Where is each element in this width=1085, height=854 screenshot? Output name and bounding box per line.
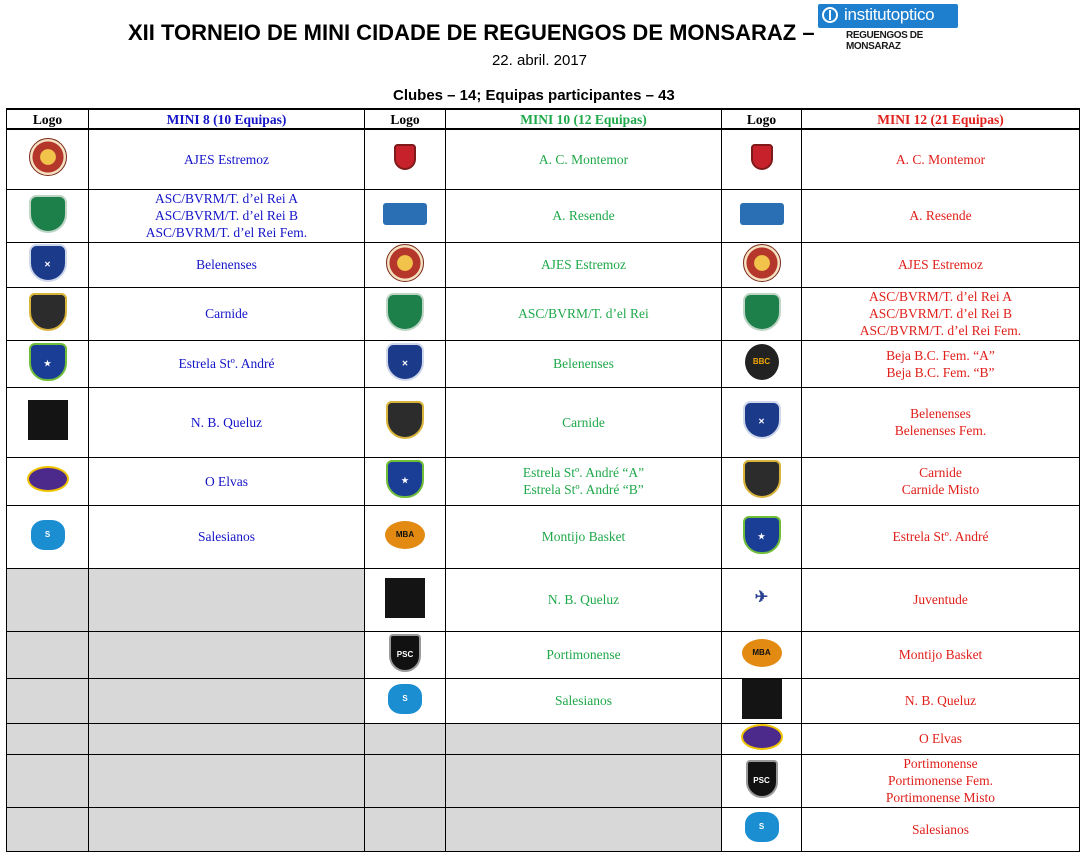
team-name: Estrela Stº. André “A” [522,465,645,480]
logo-cell [722,287,802,340]
salesianos-logo: S [745,812,779,842]
team-name: Carnide [562,414,605,430]
logo-cell [365,505,446,568]
team-name: ASC/BVRM/T. d’el Rei Fem. [145,225,308,240]
table-row [7,242,1080,287]
table-row [7,631,1080,678]
team-name: A. Resende [552,208,615,223]
team-name: Portimonense [903,756,978,771]
nb-queluz-logo [385,578,425,618]
carnide-logo [743,460,781,498]
column-header-mini10: MINI 10 (12 Equipas) [446,109,722,129]
team-name: Carnide [205,306,248,321]
montijo-logo: MBA [385,521,425,549]
team-cell [802,189,1080,242]
logo-cell [722,189,802,242]
team-cell [802,807,1080,851]
team-name: A. Resende [909,208,972,223]
team-cell [89,287,365,340]
acmontemor-logo [751,144,773,170]
team-name: Carnide [919,465,962,480]
team-cell [89,129,365,189]
sponsor-name: institutoptico [844,5,935,24]
team-name: Portimonense Misto [885,790,996,805]
column-header-logo: Logo [7,109,89,129]
logo-cell [722,129,802,189]
juventude-logo: ✈ [747,581,777,615]
clubs-summary: Clubes – 14; Equipas participantes – 43 [393,87,675,104]
team-cell [802,242,1080,287]
team-name: Montijo Basket [898,647,983,662]
logo-cell [7,287,89,340]
team-name: Portimonense [546,647,621,662]
logo-cell [365,189,446,242]
nb-queluz-logo [28,400,68,440]
logo-cell [7,242,89,287]
team-name: N. B. Queluz [190,414,263,430]
team-cell [802,387,1080,457]
asc-logo [743,293,781,331]
logo-cell [722,631,802,678]
team-cell [802,631,1080,678]
team-name: ASC/BVRM/T. d’el Rei B [868,306,1012,321]
belenenses-logo: ✕ [743,401,781,439]
team-cell [446,807,722,851]
team-cell [89,189,365,242]
acmontemor-logo [394,144,416,170]
team-name: ASC/BVRM/T. d’el Rei Fem. [859,323,1022,338]
carnide-logo [29,293,67,331]
team-name: N. B. Queluz [904,693,977,708]
team-cell [446,568,722,631]
team-cell [89,242,365,287]
team-cell [802,568,1080,631]
estrela-logo: ★ [743,516,781,554]
logo-cell [722,723,802,754]
ajes-estremoz-logo [743,244,781,282]
team-name: Belenenses [910,406,971,421]
logo-cell [365,387,446,457]
team-name: AJES Estremoz [183,151,270,167]
table-row [7,129,1080,189]
team-name: A. C. Montemor [895,151,986,167]
team-cell [89,457,365,505]
carnide-logo [386,401,424,439]
logo-cell [722,568,802,631]
team-cell [89,568,365,631]
logo-cell [722,754,802,807]
team-cell [802,287,1080,340]
sponsor-tagline: REGUENGOS DE MONSARAZ [846,30,923,52]
table-row [7,189,1080,242]
o-elvas-logo [27,466,69,492]
team-cell [802,340,1080,387]
salesianos-logo: S [388,684,422,714]
table-body [7,129,1080,851]
logo-cell [7,129,89,189]
team-name: Salesianos [912,821,969,837]
logo-cell [7,807,89,851]
resende-logo [383,203,427,225]
sponsor-ring-icon [822,7,838,23]
asc-logo [29,195,67,233]
logo-cell [7,457,89,505]
teams-table [6,108,1080,852]
montijo-logo: MBA [742,639,782,667]
logo-cell [365,723,446,754]
table-row [7,457,1080,505]
table-header-row [7,109,1080,129]
ajes-estremoz-logo [386,244,424,282]
team-cell [89,387,365,457]
team-name: Juventude [913,592,968,607]
logo-cell [365,340,446,387]
team-cell [802,754,1080,807]
team-cell [446,505,722,568]
team-cell [89,505,365,568]
logo-cell [7,568,89,631]
logo-cell [365,631,446,678]
logo-cell [7,678,89,723]
nb-queluz-logo [742,679,782,719]
team-cell [89,678,365,723]
team-cell [446,189,722,242]
team-cell [446,242,722,287]
table-row [7,340,1080,387]
portimonense-logo: PSC [389,634,421,672]
team-cell [802,129,1080,189]
logo-cell [722,457,802,505]
table-row [7,387,1080,457]
team-cell [89,340,365,387]
logo-cell [365,807,446,851]
team-name: ASC/BVRM/T. d’el Rei [518,306,649,321]
team-name: ASC/BVRM/T. d’el Rei B [154,208,298,223]
team-cell [802,678,1080,723]
logo-cell [722,807,802,851]
sponsor-badge [818,4,958,28]
team-name: AJES Estremoz [897,257,984,272]
team-name: Estrela Stº. André [178,356,275,371]
table-row [7,754,1080,807]
team-name: Salesianos [555,693,612,708]
portimonense-logo: PSC [746,760,778,798]
team-name: Beja B.C. Fem. “B” [886,364,995,380]
team-cell [802,505,1080,568]
team-cell [446,723,722,754]
ajes-estremoz-logo [29,138,67,176]
logo-cell [7,723,89,754]
team-cell [802,723,1080,754]
beja-logo: BBC [745,344,779,380]
belenenses-logo: ✕ [386,343,424,381]
team-cell [89,754,365,807]
column-header-mini8: MINI 8 (10 Equipas) [89,109,365,129]
sponsor-logo [818,4,960,52]
team-cell [89,723,365,754]
team-name: O Elvas [204,473,249,489]
table-row [7,287,1080,340]
table-row [7,505,1080,568]
table-row [7,723,1080,754]
team-cell [446,387,722,457]
event-date: 22. abril. 2017 [491,52,588,69]
team-cell [802,457,1080,505]
logo-cell [7,189,89,242]
team-cell [89,807,365,851]
page-title: XII TORNEIO DE MINI CIDADE DE REGUENGOS DE MONSARAZ – [128,20,815,45]
team-name: AJES Estremoz [540,257,627,272]
team-name: Carnide Misto [901,482,980,497]
team-cell [446,678,722,723]
logo-cell [7,631,89,678]
salesianos-logo: S [31,520,65,550]
team-name: Belenenses [196,257,257,272]
logo-cell [7,754,89,807]
column-header-logo: Logo [365,109,446,129]
asc-logo [386,293,424,331]
team-cell [89,631,365,678]
logo-cell [365,754,446,807]
logo-cell [722,242,802,287]
team-name: ASC/BVRM/T. d’el Rei A [868,289,1012,304]
team-name: Montijo Basket [541,529,626,544]
logo-cell [722,678,802,723]
team-name: Estrela Stº. André “B” [523,482,644,497]
team-cell [446,129,722,189]
team-cell [446,631,722,678]
team-name: Estrela Stº. André [892,529,989,544]
logo-cell [365,568,446,631]
team-cell [446,287,722,340]
logo-cell [7,505,89,568]
team-name: O Elvas [918,731,963,746]
team-name: Belenenses [553,356,614,371]
column-header-logo: Logo [722,109,802,129]
o-elvas-logo [741,724,783,750]
logo-cell [365,678,446,723]
resende-logo [740,203,784,225]
team-name: Beja B.C. Fem. “A” [886,347,995,363]
logo-cell [365,129,446,189]
logo-cell [365,287,446,340]
table-row [7,678,1080,723]
logo-cell [722,340,802,387]
team-name: N. B. Queluz [547,592,620,607]
belenenses-logo: ✕ [29,244,67,282]
logo-cell [7,340,89,387]
logo-cell [7,387,89,457]
estrela-logo: ★ [29,343,67,381]
logo-cell [722,387,802,457]
team-name: Portimonense Fem. [888,773,993,788]
team-cell [446,754,722,807]
table-row [7,568,1080,631]
team-name: Belenenses Fem. [894,423,987,438]
logo-cell [365,242,446,287]
column-header-mini12: MINI 12 (21 Equipas) [802,109,1080,129]
team-name: ASC/BVRM/T. d’el Rei A [154,191,298,206]
table-row [7,807,1080,851]
team-name: A. C. Montemor [538,151,629,167]
team-cell [446,457,722,505]
estrela-logo: ★ [386,460,424,498]
team-name: Salesianos [198,529,255,544]
logo-cell [722,505,802,568]
logo-cell [365,457,446,505]
team-cell [446,340,722,387]
